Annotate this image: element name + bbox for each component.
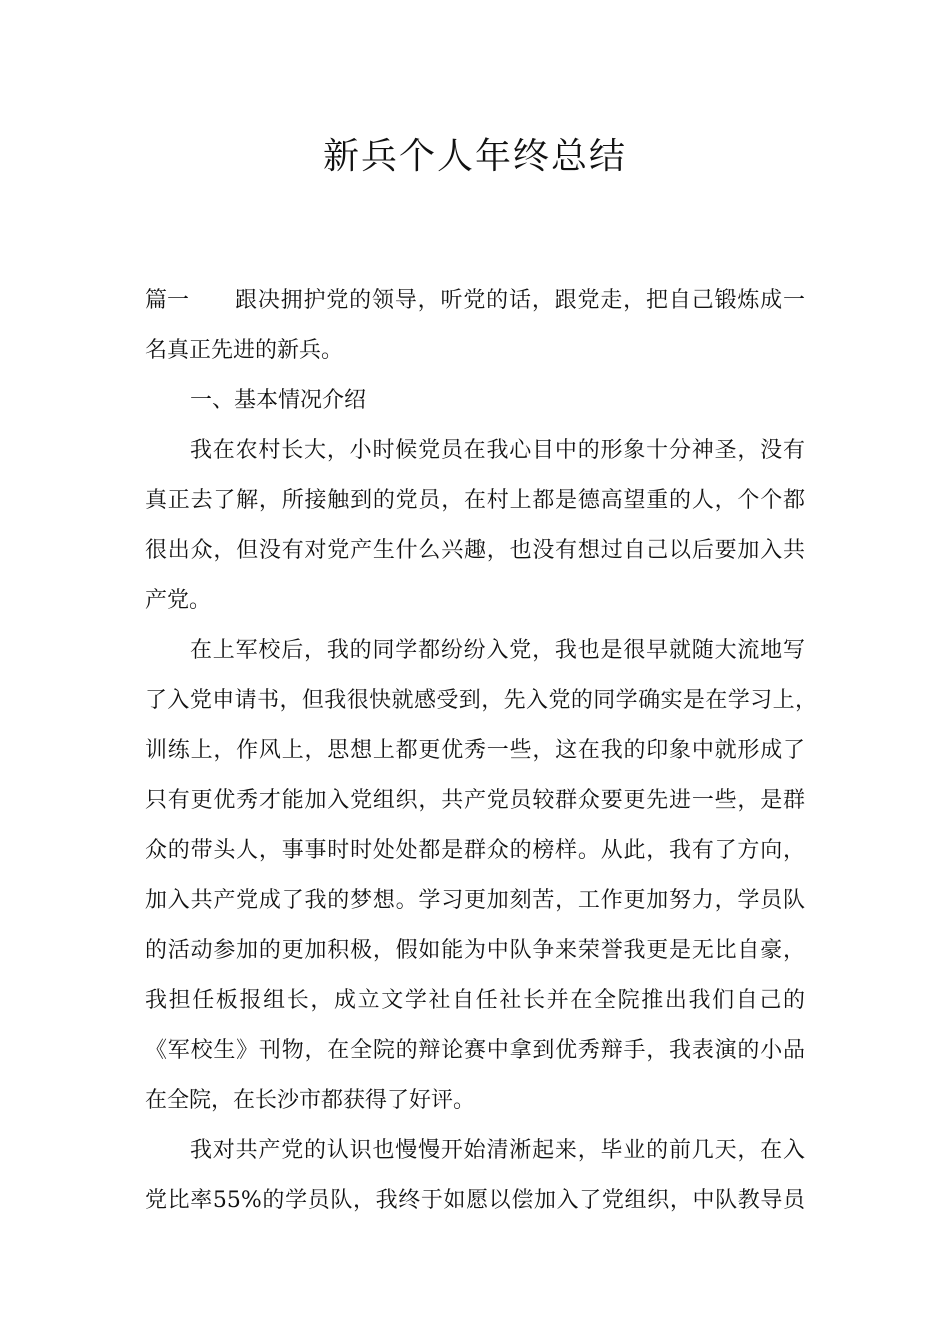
paragraph-line: 党比率55%的学员队，我终于如愿以偿加入了党组织，中队教导员 bbox=[145, 1188, 805, 1213]
paragraph-line: 真正去了解，所接触到的党员，在村上都是德高望重的人，个个都 bbox=[145, 488, 805, 513]
paragraph-line: 训练上，作风上，思想上都更优秀一些，这在我的印象中就形成了 bbox=[145, 738, 805, 763]
section-subheading: 一、基本情况介绍 bbox=[190, 388, 367, 413]
paragraph-line: 了入党申请书，但我很快就感受到，先入党的同学确实是在学习上， bbox=[145, 688, 817, 713]
document-title: 新兵个人年终总结 bbox=[322, 136, 627, 177]
paragraph-line: 加入共产党成了我的梦想。学习更加刻苦，工作更加努力，学员队 bbox=[145, 888, 805, 913]
paragraph-line bbox=[145, 286, 805, 316]
paragraph-line: 《军校生》刊物，在全院的辩论赛中拿到优秀辩手，我表演的小品 bbox=[145, 1038, 805, 1063]
paragraph-line: 名真正先进的新兵。 bbox=[145, 338, 344, 363]
section-heading-text: 跟决拥护党的领导，听党的话，跟党走，把自己锻炼成一 bbox=[235, 288, 805, 313]
paragraph-line: 只有更优秀才能加入党组织，共产党员较群众要更先进一些，是群 bbox=[145, 788, 805, 813]
paragraph-line: 在全院，在长沙市都获得了好评。 bbox=[145, 1088, 476, 1113]
paragraph-line: 产党。 bbox=[145, 588, 212, 613]
paragraph-line: 在上军校后，我的同学都纷纷入党，我也是很早就随大流地写 bbox=[190, 638, 805, 663]
section-label: 篇一 bbox=[145, 288, 190, 313]
paragraph-line: 的活动参加的更加积极，假如能为中队争来荣誉我更是无比自豪， bbox=[145, 938, 805, 963]
paragraph-line: 我担任板报组长，成立文学社自任社长并在全院推出我们自己的 bbox=[145, 988, 805, 1013]
paragraph-line: 我对共产党的认识也慢慢开始清淅起来，毕业的前几天，在入 bbox=[190, 1138, 805, 1163]
paragraph-line: 很出众，但没有对党产生什么兴趣，也没有想过自己以后要加入共 bbox=[145, 538, 805, 563]
paragraph-line: 众的带头人，事事时时处处都是群众的榜样。从此，我有了方向， bbox=[145, 838, 805, 863]
paragraph-line: 我在农村长大，小时候党员在我心目中的形象十分神圣，没有 bbox=[190, 438, 805, 463]
